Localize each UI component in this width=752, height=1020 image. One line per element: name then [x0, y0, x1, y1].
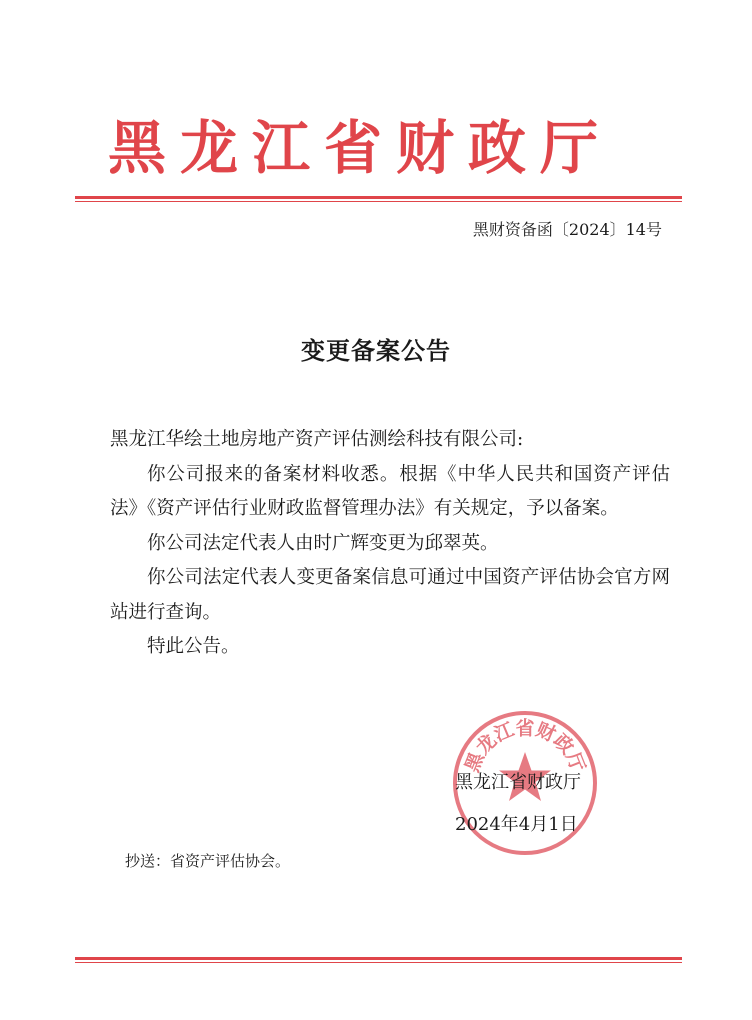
- letterhead-divider-thin: [75, 201, 682, 202]
- letterhead-divider: [75, 196, 682, 199]
- footer-divider: [75, 957, 682, 960]
- body-paragraph: 特此公告。: [147, 636, 240, 657]
- cc-line: 抄送：省资产评估协会。: [125, 852, 291, 870]
- body-paragraph: 你公司法定代表人由时广辉变更为邱翠英。: [147, 532, 499, 554]
- document-title: 变更备案公告: [301, 336, 451, 365]
- body-paragraph: 你公司报来的备案材料收悉。根据《中华人民共和国资产评估法》《资产评估行业财政监督管理办法》有关规定，予以备案。: [110, 463, 670, 519]
- issuing-authority: 黑龙江省财政厅: [455, 772, 581, 793]
- footer-divider-thin: [75, 962, 682, 963]
- addressee: 黑龙江华绘土地房地产资产评估测绘科技有限公司:: [110, 429, 524, 450]
- seal-text: 黑龙江省财政厅: [461, 717, 589, 776]
- issue-date: 2024年4月1日: [455, 814, 578, 835]
- document-number: 黑财资备函〔2024〕14号: [472, 220, 662, 239]
- body-paragraph: 你公司法定代表人变更备案信息可通过中国资产评估协会官方网站进行查询。: [110, 567, 670, 623]
- letterhead-title: 黑龙江省财政厅: [108, 114, 613, 182]
- document-body: [110, 423, 670, 665]
